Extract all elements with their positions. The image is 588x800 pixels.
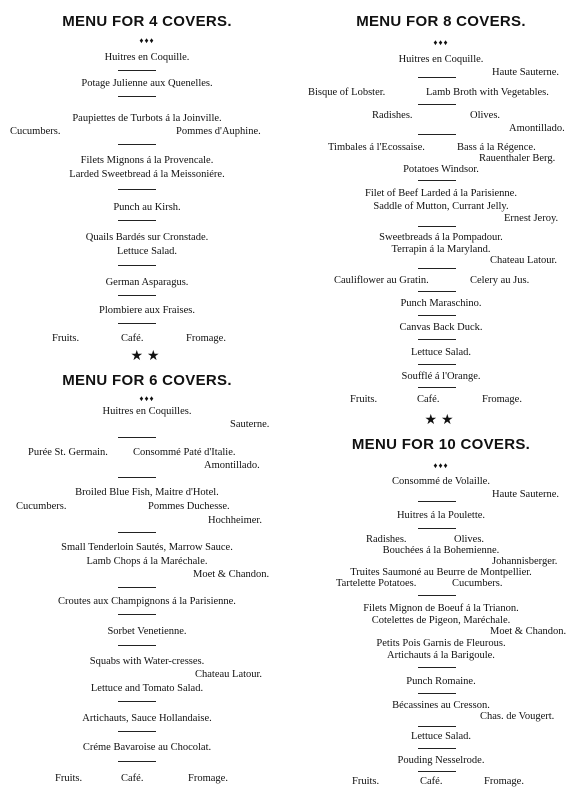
menu-item: Fruits. — [352, 776, 380, 787]
divider — [118, 477, 156, 478]
wine-label: Haute Sauterne. — [492, 489, 560, 500]
wine-label: Chateau Latour. — [490, 255, 558, 266]
wine-label: Haute Sauterne. — [492, 67, 560, 78]
menu-item: Olives. — [470, 110, 501, 121]
menu-item: Small Tenderloin Sautés, Marrow Sauce. — [61, 542, 233, 553]
menu-item: Potage Julienne aux Quenelles. — [81, 78, 213, 89]
menu-8-title: MENU FOR 8 COVERS. — [356, 13, 526, 30]
menu-item: Bisque of Lobster. — [308, 87, 386, 98]
right-column — [294, 0, 588, 800]
menu-item: Café. — [121, 333, 144, 344]
menu-item: Pommes Duchesse. — [148, 501, 230, 512]
ornament: ♦♦♦ — [139, 36, 155, 45]
divider — [118, 701, 156, 702]
menu-item: Artichauts á la Barigoule. — [387, 650, 495, 661]
divider — [418, 134, 456, 135]
menu-item: Punch au Kirsh. — [113, 202, 181, 213]
divider — [118, 323, 156, 324]
menu-item: Fromage. — [186, 333, 226, 344]
wine-label: Johannisberger. — [492, 556, 558, 567]
menu-item: Lettuce Salad. — [410, 731, 472, 742]
divider — [418, 528, 456, 529]
menu-item: Quails Bardés sur Cronstade. — [85, 232, 209, 243]
ornament: ♦♦♦ — [433, 461, 449, 470]
divider — [418, 226, 456, 227]
menu-item: Croutes aux Champignons á la Parisienne. — [58, 596, 236, 607]
menu-item: Pommes d'Auphine. — [176, 126, 261, 137]
menu-item: Pouding Nesselrode. — [397, 755, 485, 766]
menu-item: Sweetbreads á la Pompadour. — [379, 232, 503, 243]
menu-item: Olives. — [454, 534, 485, 545]
divider — [418, 748, 456, 749]
wine-label: Rauenthaler Berg. — [479, 153, 556, 164]
menu-item: Larded Sweetbread á la Meissoniére. — [69, 169, 225, 180]
menu-item: Créme Bavaroise au Chocolat. — [82, 742, 212, 753]
menu-item: Lettuce and Tomato Salad. — [90, 683, 204, 694]
wine-label: Ernest Jeroy. — [504, 213, 559, 224]
divider — [418, 315, 456, 316]
menu-item: Consommé Paté d'Italie. — [133, 447, 236, 458]
menu-item: Lamb Broth with Vegetables. — [426, 87, 549, 98]
menu-item: Radishes. — [372, 110, 413, 121]
menu-item: Lettuce Salad. — [410, 347, 472, 358]
menu-item: Filets Mignon de Boeuf á la Trianon. — [363, 603, 519, 614]
wine-label: Chas. de Vougert. — [480, 711, 555, 722]
divider — [118, 761, 156, 762]
divider — [118, 437, 156, 438]
menu-item: Café. — [417, 394, 440, 405]
menu-item: Soufflé á l'Orange. — [401, 371, 481, 382]
menu-item: Café. — [121, 773, 144, 784]
menu-item: Fromage. — [484, 776, 524, 787]
menu-10-title: MENU FOR 10 COVERS. — [351, 436, 531, 453]
divider — [118, 532, 156, 533]
menu-item: Punch Maraschino. — [400, 298, 482, 309]
menu-item: Broiled Blue Fish, Maitre d'Hotel. — [75, 487, 219, 498]
divider — [418, 667, 456, 668]
divider — [418, 501, 456, 502]
divider — [418, 291, 456, 292]
divider — [118, 220, 156, 221]
stars-separator: ★★ — [424, 413, 458, 428]
divider — [118, 645, 156, 646]
menu-item: Bouchées á la Bohemienne. — [382, 545, 500, 556]
wine-label: Moet & Chandon. — [490, 626, 567, 637]
menu-item: Purée St. Germain. — [28, 447, 108, 458]
menu-item: Canvas Back Duck. — [399, 322, 483, 333]
divider — [418, 726, 456, 727]
menu-item: Timbales á l'Ecossaise. — [328, 142, 425, 153]
menu-item: Fromage. — [188, 773, 228, 784]
divider — [418, 364, 456, 365]
stars-separator: ★★ — [130, 349, 164, 364]
menu-item: Squabs with Water-cresses. — [89, 656, 205, 667]
menu-item: Cucumbers. — [452, 578, 503, 589]
menu-item: Truites Saumoné au Beurre de Montpellier. — [350, 567, 532, 578]
menu-item: Celery au Jus. — [470, 275, 530, 286]
divider — [118, 731, 156, 732]
menu-item: Filets Mignons á la Provencale. — [80, 155, 214, 166]
divider — [418, 180, 456, 181]
menu-item: Plombiere aux Fraises. — [99, 305, 195, 316]
menu-item: Petits Pois Garnis de Fleurous. — [376, 638, 506, 649]
menu-item: Huitres en Coquille. — [104, 52, 190, 63]
menu-item: Sorbet Venetienne. — [107, 626, 187, 637]
menu-item: Bass á la Régence. — [457, 142, 536, 153]
divider — [418, 339, 456, 340]
menu-item: Fruits. — [52, 333, 80, 344]
menu-item: Fruits. — [350, 394, 378, 405]
menu-item: Punch Romaine. — [406, 676, 476, 687]
divider — [418, 693, 456, 694]
menu-item: Saddle of Mutton, Currant Jelly. — [373, 201, 509, 212]
menu-item: Artichauts, Sauce Hollandaise. — [82, 713, 212, 724]
divider — [418, 268, 456, 269]
menu-item: Consommé de Volaille. — [392, 476, 490, 487]
menu-item: Fromage. — [482, 394, 522, 405]
menu-item: Cauliflower au Gratin. — [334, 275, 429, 286]
menu-item: Radishes. — [366, 534, 407, 545]
wine-label: Amontillado. — [204, 460, 260, 471]
menu-item: Café. — [420, 776, 443, 787]
menu-item: Huitres en Coquilles. — [102, 406, 192, 417]
divider — [418, 595, 456, 596]
menu-item: Fruits. — [55, 773, 83, 784]
divider — [118, 70, 156, 71]
divider — [118, 587, 156, 588]
divider — [118, 265, 156, 266]
divider — [118, 96, 156, 97]
menu-item: Lamb Chops á la Maréchale. — [86, 556, 208, 567]
ornament: ♦♦♦ — [139, 394, 155, 403]
menu-item: Cucumbers. — [16, 501, 67, 512]
menu-item: Huitres en Coquille. — [398, 54, 484, 65]
menu-item: Paupiettes de Turbots á la Joinville. — [72, 113, 222, 124]
menu-item: Cotelettes de Pigeon, Maréchale. — [371, 615, 511, 626]
wine-label: Amontillado. — [509, 123, 565, 134]
wine-label: Chateau Latour. — [195, 669, 263, 680]
divider — [418, 387, 456, 388]
menu-item: Tartelette Potatoes. — [336, 578, 417, 589]
divider — [118, 189, 156, 190]
menu-item: Filet of Beef Larded á la Parisienne. — [365, 188, 517, 199]
divider — [418, 771, 456, 772]
menu-item: Cucumbers. — [10, 126, 61, 137]
menu-item: Huitres á la Poulette. — [396, 510, 486, 521]
wine-label: Sauterne. — [230, 419, 270, 430]
menu-6-title: MENU FOR 6 COVERS. — [62, 372, 232, 389]
menu-item: Terrapin á la Maryland. — [391, 244, 491, 255]
menu-4-title: MENU FOR 4 COVERS. — [62, 13, 232, 30]
divider — [118, 295, 156, 296]
divider — [118, 614, 156, 615]
divider — [418, 104, 456, 105]
divider — [118, 144, 156, 145]
menu-item: Bécassines au Cresson. — [392, 700, 490, 711]
menu-item: Potatoes Windsor. — [403, 164, 479, 175]
wine-label: Hochheimer. — [208, 515, 262, 526]
menu-item: Lettuce Salad. — [116, 246, 178, 257]
ornament: ♦♦♦ — [433, 38, 449, 47]
wine-label: Moet & Chandon. — [193, 569, 270, 580]
menu-item: German Asparagus. — [105, 277, 189, 288]
divider — [418, 77, 456, 78]
